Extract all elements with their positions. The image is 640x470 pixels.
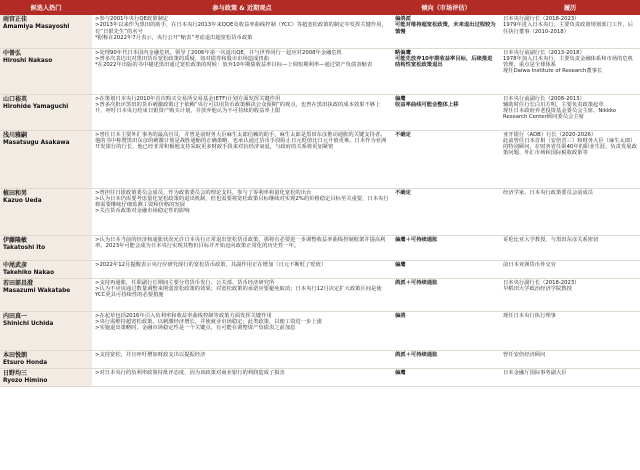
policy-cell [92, 311, 392, 350]
policy-cell [92, 350, 392, 368]
stance-line: 收益率曲线可能会整体上移 [395, 101, 459, 108]
stance-cell [392, 278, 500, 311]
policy-point: >2022年12月提醒表示央行应研究现行的宽松货币政策，其副作用正在增加（日元不断贬了贬值） [95, 261, 327, 268]
table-row [0, 311, 640, 350]
resume-line: 此前曾任日本首相（安倍晋三）和财务大臣（麻生太郎）的特别顾问，在财务省任职40年的职业生涯，负责发展政策问题、外汇市场和国际税收政策等 [503, 137, 637, 157]
policy-cell [92, 368, 392, 386]
policy-cell [92, 260, 392, 278]
resume-cell [500, 94, 640, 130]
candidate-name-en: Hiroshi Nakaso [3, 57, 53, 64]
candidate-name-zh: 中曾弘 [3, 49, 22, 57]
table-row [0, 15, 640, 48]
policy-cell [92, 278, 392, 311]
resume-cell [500, 311, 640, 350]
resume-cell [500, 235, 640, 260]
stance-line: 可能对维持超宽松政策，未来退出过程较为慎慢 [395, 22, 496, 35]
policy-cell [92, 235, 392, 260]
resume-line: 日本央行副行长（2018-2023） [503, 16, 580, 22]
table-row [0, 48, 640, 94]
policy-point: >认为日本当前的经济和通胀状况允许日本央行正常退出宽松货币政策，那将有必要进一步调整收益率曲线控制框架并提高利率。2023年可能会成为日本央行实现其物价目标并开始迈向政策正常化的历史性一年。 [95, 236, 386, 249]
resume-line: 日本金融厅国际事务副大臣 [503, 369, 567, 376]
policy-point: >在起草包括2016年引入负利率和收益率曲线控制等政策方面发挥关键作用 [95, 312, 272, 319]
candidate-name-zh: 伊藤隆敏 [3, 236, 28, 244]
candidate-name-zh: 山口裕英 [3, 95, 28, 103]
resume-cell [500, 350, 640, 368]
candidate-name-en: Kazuo Ueda [3, 197, 42, 204]
policy-point: >曾担任日银政策委员会成员，作为政策委员会的理论支柱，参与了零利率和量化宽松的出台 [95, 189, 312, 196]
candidate-cell [0, 235, 92, 260]
policy-point: >实施退出策略时，金融市场稳定性是一个关键点，有可能在调整资产负债表之前加息 [95, 325, 296, 332]
table-row [0, 130, 640, 188]
stance-cell [392, 260, 500, 278]
header-resume: 履历 [500, 0, 640, 15]
policy-point: >关注货币政策对金融市场稳定性的影响 [95, 208, 190, 215]
resume-line: 现任Daiwa Institute of Research董事长 [503, 68, 603, 75]
candidate-name-en: Masazumi Wakatabe [3, 287, 71, 294]
candidate-name-zh: 植田和男 [3, 189, 28, 197]
table-row [0, 368, 640, 386]
table-row [0, 235, 640, 260]
stance-cell [392, 311, 500, 350]
resume-cell [500, 260, 640, 278]
table-row [0, 94, 640, 130]
policy-point: >参与2001年央行QE政策制定 [95, 16, 169, 22]
stance-cell [392, 94, 500, 130]
resume-line: 哥伦比亚大学教授，与黑田东彦关系密切 [503, 236, 599, 243]
stance-line: 偏鸽派 [395, 16, 411, 22]
resume-line: 经济学家、日本央行政策委员会前成员 [503, 189, 594, 196]
candidate-name-zh: 浅川雅嗣 [3, 131, 28, 139]
header-policy: 参与政策 & 近期观点 [92, 0, 392, 15]
candidate-name-zh: 日野均三 [3, 369, 28, 377]
stance-line: 可能先放弃10年期收益率目标，后续推进结构性宽松政策退出 [395, 55, 493, 69]
resume-line: 日本央行前副行长（2008-2013） [503, 95, 585, 102]
stance-line: 不确定 [395, 189, 411, 196]
policy-point: >曾任日本主要外汇事务的最高官员，并曾是前财务大臣麻生太郎信赖的助手，麻生太郎是黑田东彦推动通胀的关键支持者。他的书中称赞黑田东彦的刺激计划是战胜通缩的正确策略，也承认通过货币手段阻止日元贬值比日元升值更难。日本作为亚洲开发银行的行长，他已经非常积极地支持采取更多财政手段来对抗经济衰退，与政府的关系将更加紧密 [95, 131, 387, 151]
stance-cell [392, 48, 500, 94]
header-stance: 倾向（市场评估） [392, 0, 500, 15]
candidate-name-en: Ryozo Himino [3, 377, 48, 384]
candidate-name-zh: 本田悦朗 [3, 351, 28, 359]
policy-point: >支持再通胀，任职副行长期间主要分管货币发行、公关部、货币经济研究所 [95, 279, 275, 286]
resume-line: 前日本亚洲货币外交官 [503, 261, 556, 268]
candidate-cell [0, 188, 92, 235]
candidate-cell [0, 368, 92, 386]
candidate-name-zh: 若田部昌澄 [3, 279, 34, 287]
candidate-cell [0, 15, 92, 48]
candidate-name-en: Hirohide Yamaguchi [3, 103, 69, 110]
stance-cell [392, 188, 500, 235]
candidate-cell [0, 48, 92, 94]
policy-point: >处理90年代日本国内金融危机，领导了2006年第一次退出QE，并与世界同行一起应对2008年金融危机 [95, 49, 342, 56]
resume-cell [500, 15, 640, 48]
stance-cell [392, 368, 500, 386]
candidate-name-en: Takatoshi Ito [3, 244, 46, 251]
resume-cell [500, 188, 640, 235]
candidate-name-en: Amamiya Masayoshi [3, 24, 70, 30]
candidate-cell [0, 94, 92, 130]
resume-cell [500, 368, 640, 386]
candidate-name-en: Masatsugu Asakawa [3, 139, 70, 146]
table-header-row [0, 0, 640, 15]
policy-point: >认为不应该通过数量调整来削弱宽松政策的效果；对宽松政策的承诺应要避免取消；日本央行12月决定扩大政策区间是使YCC更具可持续性的必要措施 [95, 285, 382, 299]
policy-point: >2013年以来作为黑田的助手，在日本央行2013年来QQE及收益率曲线控制（YCC）等超宽松政策的制定中发挥关键作用，有“日银先生”的名号 [95, 22, 387, 35]
resume-line: 早稻田大学政治经济学院教授 [503, 285, 572, 292]
policy-cell [92, 130, 392, 188]
stance-line: 略偏鹰 [395, 49, 411, 56]
table-row [0, 188, 640, 235]
candidate-cell [0, 130, 92, 188]
header-candidate: 候选人热门 [0, 0, 92, 15]
resume-line: 亚开银行（ADB）行长（2020-2026） [503, 131, 597, 138]
policy-point: *据称在2022年7月表示，央行公开“缩表”考虑退出超宽松货币政策 [95, 34, 253, 41]
stance-cell [392, 235, 500, 260]
resume-cell [500, 278, 640, 311]
resume-line: 1979年进入日本央行，主要负责政策规划部门工作，后任执行董事（2010-2018） [503, 22, 634, 35]
stance-cell [392, 350, 500, 368]
policy-point: >在策划日本央行2010年首次购买交易所交易基金(ETF)计划方面发挥关键作用 [95, 95, 281, 102]
candidate-name-en: Takehiko Nakao [3, 269, 55, 276]
resume-line: 日本央行副行长（2018-2023） [503, 279, 580, 286]
stance-line: 偏鸽 [395, 312, 406, 319]
stance-line: 偏鹰 [395, 369, 406, 376]
stance-line: 鸽派＋可持续通胀 [395, 351, 438, 358]
candidate-cell [0, 260, 92, 278]
table-row [0, 350, 640, 368]
policy-point: >曾多次批评黑田的货币刺激政策过于依赖“央行可以用货币政策解决公众预期”的观点，也曾在黑田执政的成本效果不够上升，呼吁日本央行结束日银资产购买计划，并放弃他认为不可持续的收益率上限 [95, 101, 381, 115]
candidate-name-zh: 雨宫正佳 [3, 16, 28, 23]
policy-point: >认为日本仍需要考虑量化宽松政策的退出机制，但也需要将宽松政策目标继续对实现2%的价格稳定目标至关重要，日本央行将需要继续仔细监测工资和价格的发展 [95, 195, 389, 209]
resume-line: 1978年加入日本央行，主要负责金融体系和市场的危机管理，重点是全球体系 [503, 55, 634, 69]
policy-cell [92, 48, 392, 94]
candidate-name-en: Etsuro Honda [3, 359, 48, 366]
stance-line: 偏鹰＋可持续通胀 [395, 236, 438, 243]
resume-line: 曾任安倍经济顾问 [503, 351, 546, 358]
stance-line: 偏鹰 [395, 95, 406, 102]
table-row [0, 260, 640, 278]
resume-line: 日本央行前副行长（2013-2018） [503, 49, 585, 56]
policy-point: >央行需维持超宽松政策，以刺激经济增长，并使就业市场稳定；此类政策，以便工资进一步上涨 [95, 318, 322, 325]
policy-cell [92, 188, 392, 235]
candidate-name-zh: 内田真一 [3, 312, 28, 320]
policy-point: >曾多次表达出对黑田货币宽松政策的质疑，如对债券和股市市场造成扭曲 [95, 55, 269, 62]
candidate-cell [0, 311, 92, 350]
policy-cell [92, 94, 392, 130]
stance-line: 偏鹰 [395, 261, 406, 268]
candidate-cell [0, 278, 92, 311]
table-row [0, 278, 640, 311]
stance-line: 鸽派＋可持续通胀 [395, 279, 438, 286]
stance-line: 不确定 [395, 131, 411, 138]
resume-line: 辅助时任行长白川方明，主要负责政策起草 [503, 101, 604, 108]
resume-cell [500, 130, 640, 188]
policy-point: >对日本央行的负利率政策持批评态度，因为该政策对商业银行的利润造成了损害 [95, 369, 285, 376]
resume-line: 现任日本政府养老投资基金委员会主席、Nikkko Research Center顾问委员会主席 [503, 108, 617, 121]
candidate-name-zh: 中尾武彦 [3, 261, 28, 269]
resume-cell [500, 48, 640, 94]
candidate-name-en: Shinichi Uchida [3, 320, 54, 327]
candidate-cell [0, 350, 92, 368]
policy-cell [92, 15, 392, 48]
stance-cell [392, 15, 500, 48]
stance-cell [392, 130, 500, 188]
resume-line: 现任日本央行执行理事 [503, 312, 556, 319]
policy-point: *在2022年出版的书中描述黑田通过宽松政策的时候：放弃10年期债收益率目标—上调短期利率—通过资产负债表缩表 [95, 62, 373, 69]
policy-point: >支持宽松，并且呼吁增加财政支出以提振经济 [95, 351, 206, 358]
